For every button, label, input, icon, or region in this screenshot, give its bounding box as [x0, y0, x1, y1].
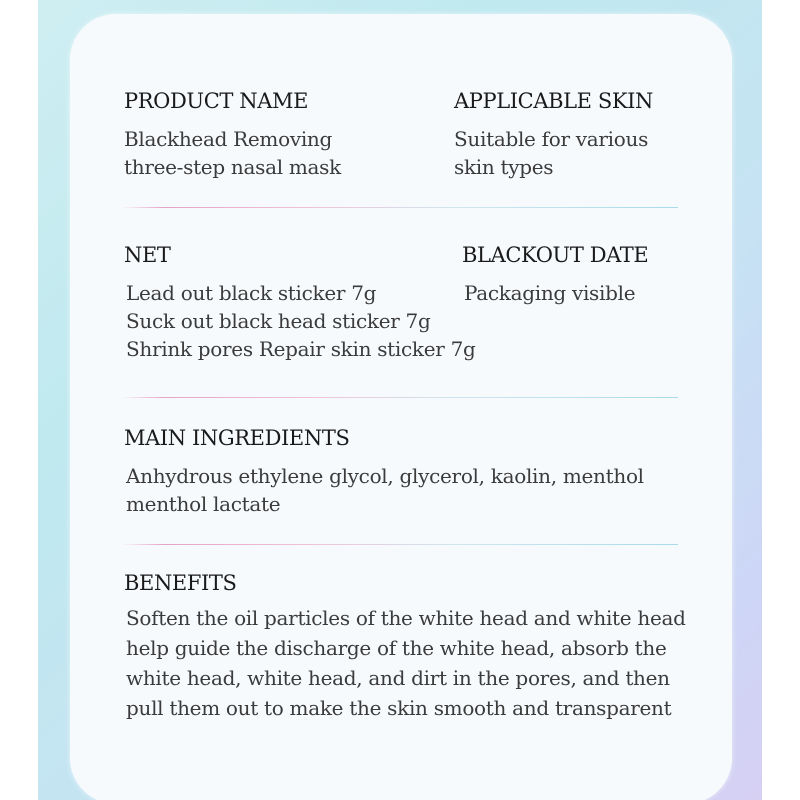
main-ingredients-line-1: Anhydrous ethylene glycol, glycerol, kaolin, menthol [126, 464, 644, 488]
product-name-line-1: Blackhead Removing [124, 127, 333, 151]
main-ingredients-line-2: menthol lactate [126, 492, 281, 516]
section-divider [120, 397, 678, 398]
net-line-3: Shrink pores Repair skin sticker 7g [126, 337, 476, 361]
benefits-heading: BENEFITS [124, 571, 237, 595]
benefits-line-2: help guide the discharge of the white head, absorb the [126, 636, 667, 660]
main-ingredients-heading: MAIN INGREDIENTS [124, 426, 350, 450]
benefits-line-4: pull them out to make the skin smooth and transparent [126, 696, 672, 720]
section-divider [120, 544, 678, 545]
blackout-date-line-1: Packaging visible [464, 281, 636, 305]
benefits-line-1: Soften the oil particles of the white head and white head [126, 606, 686, 630]
applicable-skin-line-1: Suitable for various [454, 127, 649, 151]
blackout-date-heading: BLACKOUT DATE [462, 243, 649, 267]
applicable-skin-heading: APPLICABLE SKIN [454, 89, 654, 113]
net-line-2: Suck out black head sticker 7g [126, 309, 431, 333]
applicable-skin-line-2: skin types [454, 155, 554, 179]
section-divider [120, 207, 678, 208]
product-name-heading: PRODUCT NAME [124, 89, 309, 113]
net-heading: NET [124, 243, 171, 267]
product-name-line-2: three-step nasal mask [124, 155, 341, 179]
benefits-line-3: white head, white head, and dirt in the pores, and then [126, 666, 670, 690]
net-line-1: Lead out black sticker 7g [126, 281, 377, 305]
